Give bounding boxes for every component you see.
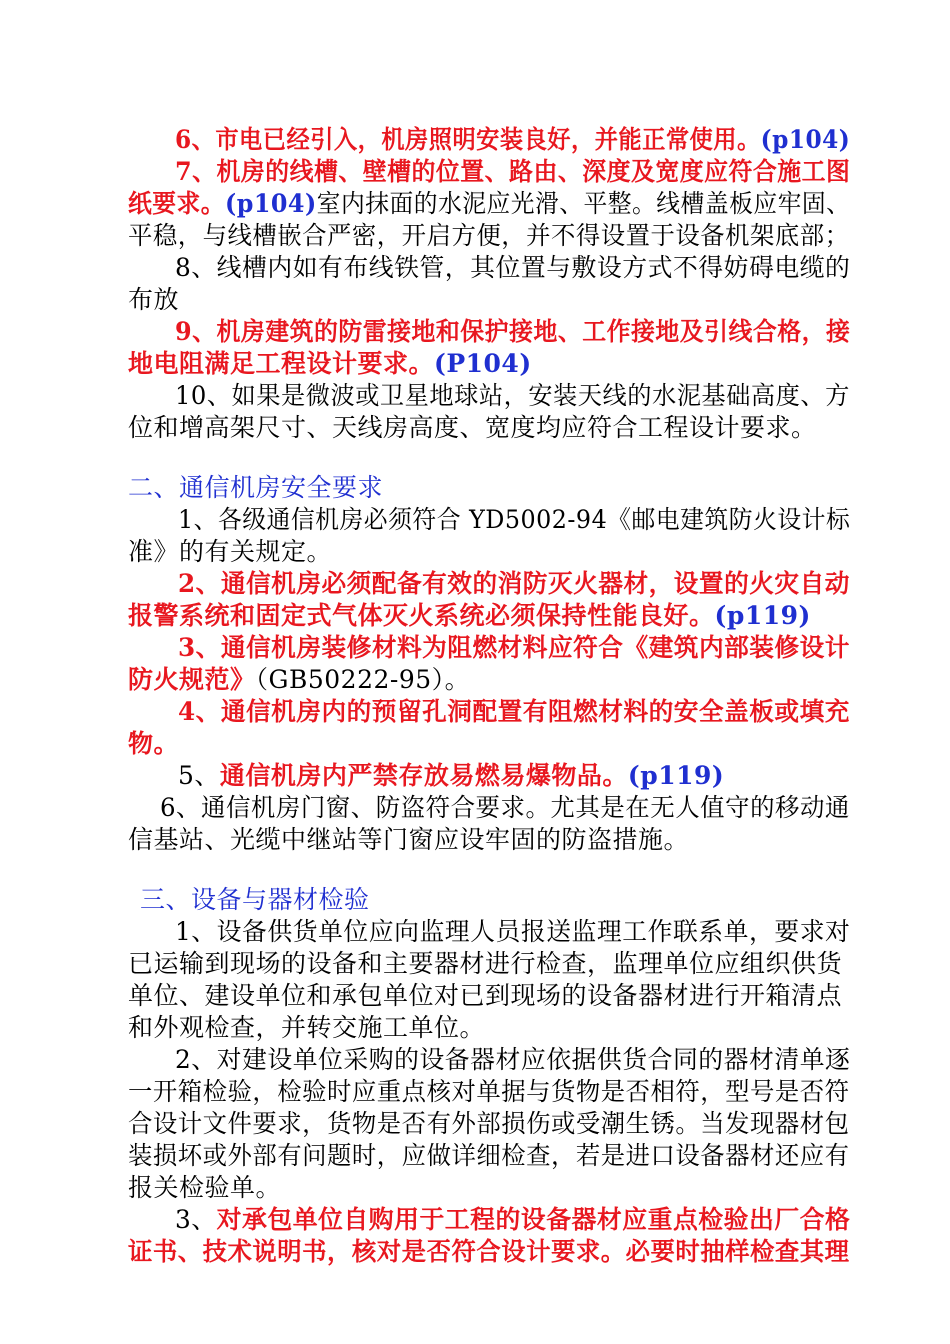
section2-item-3-line-1 (178, 632, 850, 664)
page-reference: (p119) (714, 601, 811, 630)
item-10-text: 10、如果是微波或卫星地球站，安装天线的水泥基础高度、方 (175, 381, 850, 410)
section3-item-1-line-4 (128, 1012, 485, 1044)
section2-item-3-text: 通信机房装修材料为阻燃材料应符合《建筑内部装修设计 (220, 633, 850, 662)
item-9-text: 地电阻满足工程设计要求。 (128, 349, 435, 378)
item-7-line-1 (175, 156, 850, 188)
section2-item-2-text: 报警系统和固定式气体灭火系统必须保持性能良好。 (128, 601, 715, 630)
section2-item-6-line-2 (128, 824, 689, 856)
item-8-line-1 (175, 252, 850, 284)
page-reference: (p119) (627, 761, 725, 790)
section3-item-1-text: 和外观检查，并转交施工单位。 (128, 1013, 486, 1042)
section2-item-4-line-1 (178, 696, 850, 728)
section3-item-2-line-4 (128, 1140, 850, 1172)
item-8-line-2 (128, 284, 179, 316)
item-9-text: 9、机房建筑的防雷接地和保护接地、工作接地及引线合格，接 (175, 317, 851, 346)
section2-item-4-line-2 (128, 728, 179, 760)
page-reference: (p104) (225, 189, 317, 218)
section2-item-4-text: 物。 (128, 729, 180, 758)
section3-item-1-line-3 (128, 980, 842, 1012)
section2-item-6-text: 6、通信机房门窗、防盗符合要求。尤其是在无人值守的移动通 (160, 793, 850, 822)
item-10-line-1 (175, 380, 850, 412)
section2-item-6-text: 信基站、光缆中继站等门窗应设牢固的防盗措施。 (128, 825, 690, 854)
section3-item-2-text: 合设计文件要求，货物是否有外部损伤或受潮生锈。当发现器材包 (128, 1109, 850, 1138)
item-10-line-2 (128, 412, 817, 444)
section-heading: 三、设备与器材检验 (140, 885, 370, 914)
section2-item-6-line-1 (160, 792, 850, 824)
section3-item-2-line-2 (128, 1076, 850, 1108)
section3-item-2-line-1 (175, 1044, 850, 1076)
item-9-line-1 (175, 316, 850, 348)
section2-item-2-line-2 (128, 600, 811, 632)
item-8-text: 8、线槽内如有布线铁管，其位置与敷设方式不得妨碍电缆的 (175, 253, 851, 282)
section3-item-2-text: 2、对建设单位采购的设备器材应依据供货合同的器材清单逐 (175, 1045, 851, 1074)
section2-item-5-text: 通信机房内严禁存放易燃易爆物品。 (219, 761, 628, 790)
section2-item-1-text: 1、各级通信机房必须符合 YD5002-94《邮电建筑防火设计标 (178, 505, 851, 534)
section3-item-2-line-5 (128, 1172, 281, 1204)
section3-item-2-text: 一开箱检验，检验时应重点核对单据与货物是否相符，型号是否符 (128, 1077, 850, 1106)
section3-item-2-text: 装损坏或外部有问题时，应做详细检查，若是进口设备器材还应有 (128, 1141, 850, 1170)
item-7-line-2 (128, 188, 850, 220)
item-7-body-text: 室内抹面的水泥应光滑、平整。线槽盖板应牢固、 (316, 189, 851, 218)
section3-item-1-text: 已运输到现场的设备和主要器材进行检查，监理单位应组织供货 (128, 949, 843, 978)
section2-item-4-text: 4、通信机房内的预留孔洞配置有阻燃材料的安全盖板或填充 (178, 697, 850, 726)
section3-item-2-line-3 (128, 1108, 850, 1140)
item-number: 5、 (178, 761, 220, 790)
page-reference: (P104) (434, 349, 532, 378)
section3-item-1-text: 1、设备供货单位应向监理人员报送监理工作联系单，要求对 (175, 917, 851, 946)
item-10-text: 位和增高架尺寸、天线房高度、宽度均应符合工程设计要求。 (128, 413, 817, 442)
item-7-text-continued: 纸要求。 (128, 189, 226, 218)
section3-item-1-text: 单位、建设单位和承包单位对已到现场的设备器材进行开箱清点 (128, 981, 843, 1010)
section2-item-1-text: 准》的有关规定。 (128, 537, 333, 566)
standard-reference: （GB50222-95）。 (255, 665, 471, 694)
section2-item-1-line-1 (178, 504, 850, 536)
item-6-line (175, 124, 850, 156)
section3-item-3-line-2 (128, 1236, 850, 1268)
item-number: 3、 (175, 1205, 217, 1234)
item-7-text: 7、机房的线槽、壁槽的位置、路由、深度及宽度应符合施工图 (175, 157, 851, 186)
section2-item-2-line-1 (178, 568, 850, 600)
section3-item-1-line-2 (128, 948, 842, 980)
section2-item-3-line-2 (128, 664, 470, 696)
section2-item-2-text: 2、通信机房必须配备有效的消防灭火器材，设置的火灾自动 (178, 569, 850, 598)
item-number: 3、 (178, 633, 221, 662)
section2-item-1-line-2 (128, 536, 332, 568)
page-reference: (p104) (760, 125, 851, 154)
section3-item-3-text: 对承包单位自购用于工程的设备器材应重点检验出厂合格 (216, 1205, 851, 1234)
section3-item-3-text: 证书、技术说明书，核对是否符合设计要求。必要时抽样检查其理 (128, 1237, 850, 1266)
item-7-body-text: 平稳，与线槽嵌合严密，开启方便，并不得设置于设备机架底部； (128, 221, 850, 250)
item-7-line-3 (128, 220, 850, 252)
item-6-text: 6、市电已经引入，机房照明安装良好，并能正常使用。 (175, 125, 761, 154)
section3-item-2-text: 报关检验单。 (128, 1173, 282, 1202)
section3-item-3-line-1 (175, 1204, 850, 1236)
section-heading: 二、通信机房安全要求 (128, 473, 384, 502)
section3-item-1-line-1 (175, 916, 850, 948)
item-8-text: 布放 (128, 285, 180, 314)
section2-item-5-line (178, 760, 724, 792)
section2-item-3-text: 防火规范》 (128, 665, 256, 694)
item-9-line-2 (128, 348, 532, 380)
